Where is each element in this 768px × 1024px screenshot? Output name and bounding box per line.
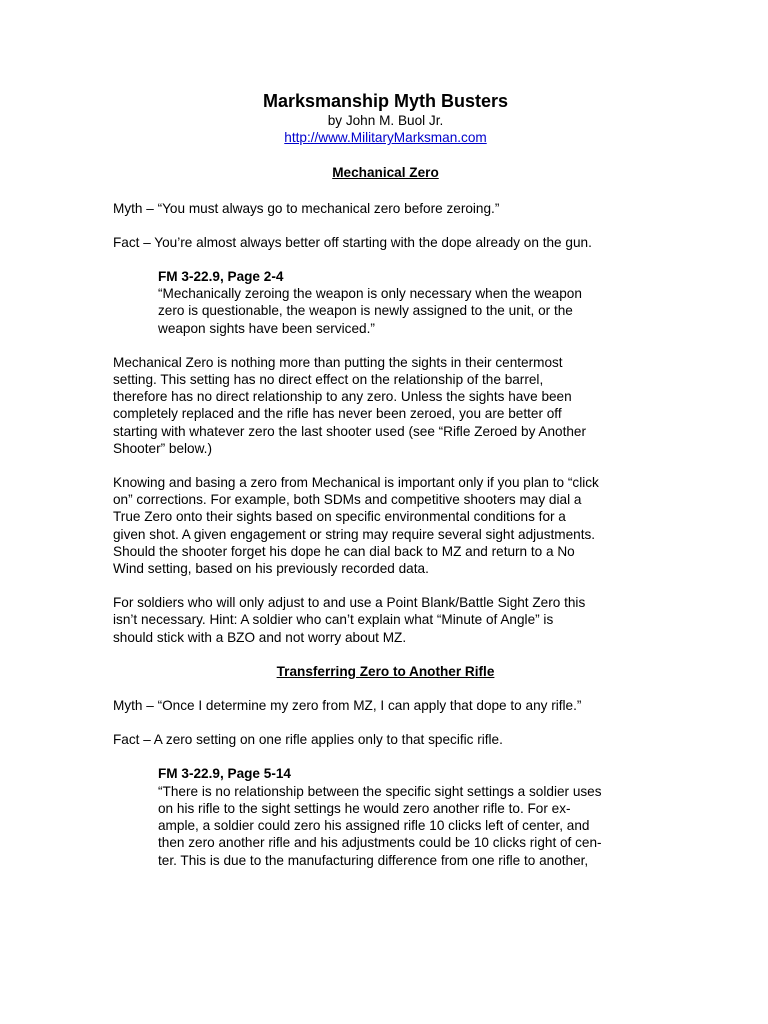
section-heading-mechanical-zero: Mechanical Zero <box>332 165 439 181</box>
quote-reference: FM 3-22.9, Page 2-4 <box>158 269 284 285</box>
body-paragraph: For soldiers who will only adjust to and use a Point Blank/Battle Sight Zero this isn’t necessary. Hint: A soldier who can’t explain what “Minute of Angle” is should stick with a BZO and not worry about MZ. <box>113 595 586 645</box>
fact-statement: Fact – You’re almost always better off starting with the dope already on the gun. <box>113 234 592 250</box>
quote-text: “Mechanically zeroing the weapon is only necessary when the weapon zero is questionable, the weapon is newly assigned to the unit, or the weapon sights have been serviced.” <box>158 286 582 336</box>
body-paragraph: Mechanical Zero is nothing more than putting the sights in their centermost setting. This setting has no direct effect on the relationship of the barrel, therefore has no direct relationship to any zero. Unless the sights have been completely replaced and the rifle has never been zeroed, you are better off starting with whatever zero the last shooter used (see “Rifle Zeroed by Another Shooter” below.) <box>113 354 586 456</box>
myth-statement: Myth – “You must always go to mechanical zero before zeroing.” <box>113 200 500 216</box>
website-link[interactable]: http://www.MilitaryMarksman.com <box>284 130 487 146</box>
quote-reference: FM 3-22.9, Page 5-14 <box>158 766 291 782</box>
fact-statement: Fact – A zero setting on one rifle applies only to that specific rifle. <box>113 732 503 748</box>
manual-quote <box>158 268 658 337</box>
document-title: Marksmanship Myth Busters <box>262 91 509 111</box>
manual-quote <box>158 765 658 868</box>
author-line: by John M. Buol Jr. <box>327 113 444 128</box>
myth-statement: Myth – “Once I determine my zero from MZ, I can apply that dope to any rifle.” <box>113 698 582 714</box>
quote-text: “There is no relationship between the specific sight settings a soldier uses on his rifle to the sight settings he would zero another rifle to. For ex- ample, a soldier could zero his assigned rifle 10 clicks left of center, and then zero another rifle and his adjustments could be 10 clicks right of cen- ter. This is due to the manufacturing difference from one rifle to another, <box>158 783 602 868</box>
section-heading-transferring-zero: Transferring Zero to Another Rifle <box>276 663 495 679</box>
body-paragraph: Knowing and basing a zero from Mechanical is important only if you plan to “click on” corrections. For example, both SDMs and competitive shooters may dial a True Zero onto their sights based on specific environmental conditions for a given shot. A given engagement or string may require several sight adjustments. Should the shooter forget his dope he can dial back to MZ and return to a No Wind setting, based on his previously recorded data. <box>113 475 599 577</box>
document-page <box>113 90 658 869</box>
